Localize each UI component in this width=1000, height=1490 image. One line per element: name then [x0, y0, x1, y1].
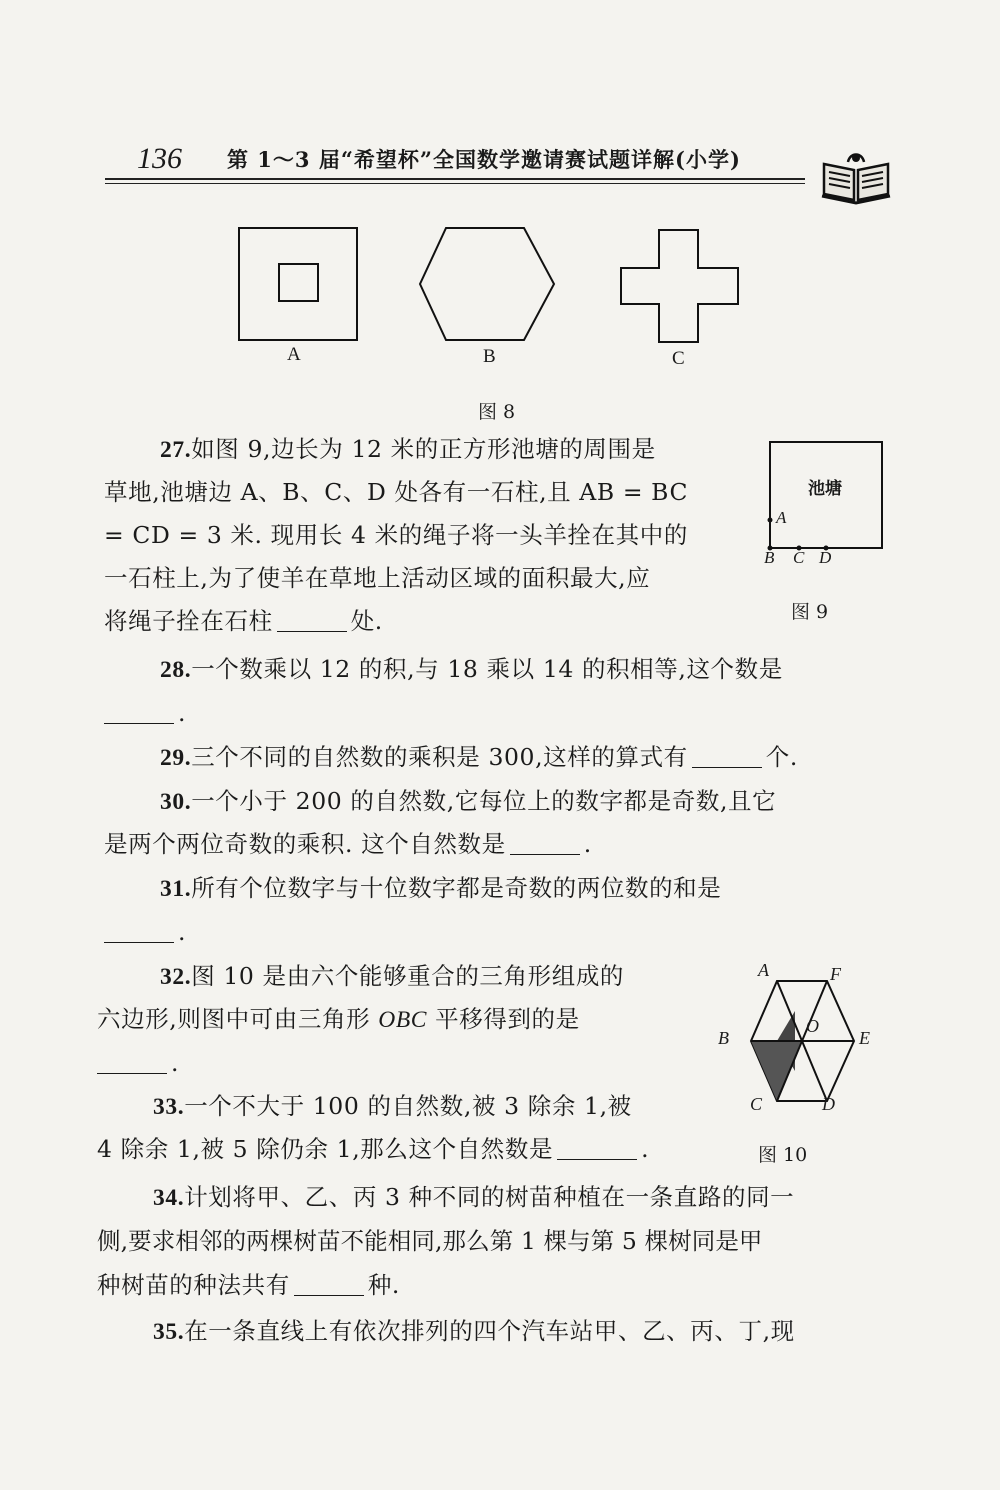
q27-line-5 — [104, 600, 383, 643]
q27-text-5a: 将绳子拴在石柱 — [104, 607, 273, 635]
figure-9-point-b: B — [764, 548, 775, 567]
q33-number: 33. — [153, 1094, 185, 1120]
q34-line-2: 侧,要求相邻的两棵树苗不能相同,那么第 1 棵与第 5 棵树同是甲 — [97, 1227, 763, 1255]
q27-answer-blank[interactable] — [277, 608, 347, 633]
running-title: 第 1～3 届“希望杯”全国数学邀请赛试题详解(小学) — [227, 147, 741, 172]
figure-10-point-a: A — [758, 960, 769, 980]
figure-9 — [760, 440, 890, 630]
q27-line-1 — [160, 428, 656, 472]
q32-triangle-obc: OBC — [378, 1007, 428, 1033]
header-rule — [105, 178, 805, 180]
q32-text-3: . — [171, 1049, 180, 1077]
page-number: 136 — [137, 142, 182, 175]
figure-8 — [220, 218, 780, 428]
figure-10-point-b: B — [718, 1028, 729, 1048]
q33-line-1 — [153, 1085, 632, 1129]
header-rule-thin — [105, 183, 805, 184]
q30-number: 30. — [160, 789, 192, 815]
figure-9-point-a: A — [776, 508, 787, 527]
q28-text-2: . — [178, 699, 187, 727]
q33-answer-blank[interactable] — [557, 1136, 637, 1161]
q30-text-2a: 是两个两位奇数的乘积. 这个自然数是 — [104, 830, 506, 858]
q30-line-2 — [104, 823, 592, 866]
running-header — [105, 138, 805, 188]
q34-answer-blank[interactable] — [294, 1272, 364, 1297]
q32-text-1: 图 10 是由六个能够重合的三角形组成的 — [191, 962, 625, 990]
figure-8-label-b: B — [483, 346, 496, 367]
figure-10-point-c: C — [750, 1094, 763, 1114]
q30-line-1 — [160, 780, 776, 824]
open-book-icon — [820, 150, 892, 205]
q35-number: 35. — [153, 1319, 185, 1345]
q29-answer-blank[interactable] — [692, 744, 762, 769]
figure-10-point-o: O — [806, 1016, 819, 1036]
q31-line-1 — [160, 867, 721, 911]
q34-line-1 — [153, 1176, 794, 1220]
q28-answer-blank[interactable] — [104, 700, 174, 725]
q31-answer-blank[interactable] — [104, 919, 174, 944]
figure-10-point-e: E — [859, 1028, 870, 1048]
figure-8-label-a: A — [287, 344, 301, 365]
q32-line-2 — [97, 998, 580, 1042]
q27-line-4: 一石柱上,为了使羊在草地上活动区域的面积最大,应 — [104, 564, 651, 592]
q34-number: 34. — [153, 1185, 185, 1211]
q31-text-1: 所有个位数字与十位数字都是奇数的两位数的和是 — [191, 874, 722, 902]
q31-text-2: . — [178, 918, 187, 946]
figure-9-pond-label: 池塘 — [808, 479, 842, 499]
q34-line-3 — [97, 1264, 400, 1307]
q31-number: 31. — [160, 876, 192, 902]
q27-number: 27. — [160, 437, 192, 463]
q28-number: 28. — [160, 657, 192, 683]
q29-text-1a: 三个不同的自然数的乘积是 300,这样的算式有 — [191, 743, 688, 771]
q32-number: 32. — [160, 964, 192, 990]
q32-text-2c: 平移得到的是 — [435, 1005, 580, 1033]
q31-line-2 — [104, 911, 186, 954]
q30-text-2b: . — [583, 830, 592, 858]
q34-text-3a: 种树苗的种法共有 — [97, 1271, 290, 1299]
figure-10 — [718, 960, 885, 1170]
q30-answer-blank[interactable] — [510, 831, 580, 856]
q29-line-1 — [160, 736, 798, 780]
figure-10-caption: 图 10 — [758, 1144, 808, 1166]
figure-10-point-d: D — [822, 1094, 835, 1114]
figure-10-point-f: F — [830, 964, 841, 984]
q27-line-2: 草地,池塘边 A、B、C、D 处各有一石柱,且 AB = BC — [104, 478, 689, 506]
figure-9-point-d: D — [819, 548, 832, 567]
q27-line-3: = CD = 3 米. 现用长 4 米的绳子将一头羊拴在其中的 — [104, 521, 688, 549]
figure-9-caption: 图 9 — [791, 601, 829, 623]
q33-line-2 — [97, 1128, 649, 1171]
q28-text-1: 一个数乘以 12 的积,与 18 乘以 14 的积相等,这个数是 — [191, 655, 783, 683]
q35-text-1: 在一条直线上有依次排列的四个汽车站甲、乙、丙、丁,现 — [184, 1317, 795, 1345]
q32-text-2a: 六边形,则图中可由三角形 — [97, 1005, 371, 1033]
q34-text-3b: 种. — [367, 1271, 400, 1299]
figure-8-label-c: C — [672, 348, 685, 369]
figure-8-caption: 图 8 — [478, 401, 516, 423]
q32-line-3 — [97, 1042, 179, 1085]
q27-text-5b: 处. — [350, 607, 383, 635]
q27-text-1: 如图 9,边长为 12 米的正方形池塘的周围是 — [191, 435, 656, 463]
q29-number: 29. — [160, 745, 192, 771]
q34-text-1: 计划将甲、乙、丙 3 种不同的树苗种植在一条直路的同一 — [184, 1183, 795, 1211]
q30-text-1: 一个小于 200 的自然数,它每位上的数字都是奇数,且它 — [191, 787, 777, 815]
q33-text-2a: 4 除余 1,被 5 除仍余 1,那么这个自然数是 — [97, 1135, 554, 1163]
q28-line-1 — [160, 648, 783, 692]
q32-line-1 — [160, 955, 624, 999]
q35-line-1 — [153, 1310, 795, 1354]
figure-9-point-c: C — [793, 548, 805, 567]
q33-text-1: 一个不大于 100 的自然数,被 3 除余 1,被 — [184, 1092, 632, 1120]
q33-text-2b: . — [641, 1135, 650, 1163]
q29-text-1b: 个. — [765, 743, 798, 771]
q28-line-2 — [104, 692, 186, 735]
q32-answer-blank[interactable] — [97, 1050, 167, 1075]
